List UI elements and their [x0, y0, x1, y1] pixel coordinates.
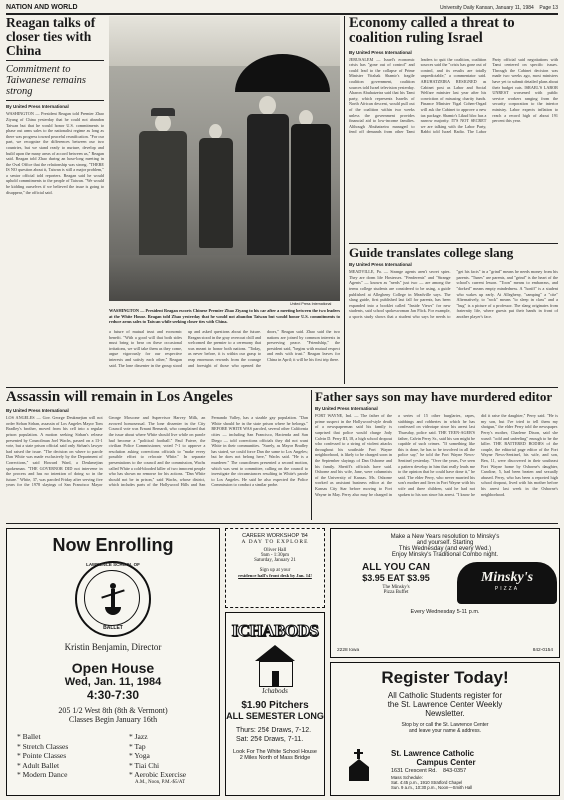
israel-byline: By United Press International	[349, 49, 412, 55]
photo-credit: United Press International	[290, 302, 332, 306]
mass-saturday: Sat. 4:45 p.m., 1910 Stratford Chapel	[391, 780, 463, 785]
ballet-director: Kristin Benjamin, Director	[64, 642, 162, 652]
minskys-logo: Minsky's PIZZA	[457, 562, 557, 604]
israel-story	[349, 16, 558, 242]
slang-byline: By United Press International	[349, 262, 412, 268]
slang-headline: Guide translates college slang	[349, 245, 514, 260]
schoolhouse-icon	[245, 645, 305, 687]
reagan-byline: By United Press International	[6, 104, 69, 110]
ichabods-script: Ichabods	[262, 687, 288, 695]
register-line1: All Catholic Students register for	[387, 691, 503, 700]
minskys-pizza-ad	[330, 528, 560, 658]
list-item: * Stretch Classes	[17, 741, 69, 751]
photo-caption: WASHINGTON — President Reagan escorts Chinese Premier Zhao Ziyang to his car after a meeting between the two leaders at the White House. Reagan told Zhao yesterday that he would not abandon Taiwan but would honor U.S. commitments to reduce arms sales to Taiwan while seeking closer ties with China.	[109, 308, 340, 325]
career-subtitle: A DAY TO EXPLORE	[241, 539, 309, 545]
list-item: * Yoga	[129, 751, 150, 760]
ballet-time: 4:30-7:30	[86, 688, 140, 702]
ballet-school-ad	[6, 528, 220, 796]
section-label: NATION AND WORLD	[6, 4, 78, 11]
father-headline: Father says son may have murdered editor	[315, 389, 553, 404]
center-name1: St. Lawrence Catholic	[391, 749, 475, 758]
ichabods-pitchers: $1.90 Pitchers	[241, 700, 309, 711]
register-title: Register Today!	[381, 668, 509, 687]
assassin-body: LOS ANGELES — Gov. George Deukmejian will not order Sirhan Sirhan, assassin of Los Angeles Mayor Tom Bradley's brother, moved from his cell into a regular prison population. A motion seeking Sirhan's release presented by Councilman Joel Wachs, passed on a 13-1 vote, but a state prison official said only Sirhan's lawyer had raised the issue. "The decision on where to parole Dan White was made exclusively by the Department of Corrections," said Howard Ward, a Deukmejian spokesman. "THE GOVERNOR DID not intervene in the process and has no intention of doing so in the future." White, 37, was paroled Friday after serving five years for the 1978 slayings of San Francisco Mayor George Moscone and Supervisor Harvey Milk, an avowed homosexual. The lone dissenter in the City Council vote was Ernani Bernardi, who complained that the issue about where White should live while on parole had become a "political football." Paul Faivre, the civilian Police Commissioner, voted 7-1 to approve a resolution asking corrections officials to "make every possible effort to relocate White." In separate presentations to the council and the commission, Wachs called White a cold-blooded killer of two innocent people who has shown no remorse for his actions. "Dan White should not be in prison," said Wachs, whose district, which includes parts of the Hollywood Hills and San Fernando Valley, has a sizable gay population. "Dan White should be in the state prison where he belongs." BEFORE WHITE WAS paroled, several other California cities — including San Francisco, Hacienda and San Diego — told corrections officials they did not want White in their communities. "Surely, as Mayor Bradley has stated, we could force Dan the same to Los Angeles; but he does not belong here," Wachs said. "He is a murderer." The councilmen presented a second motion, which was sent to committee, calling on the council to investigate the circumstances resulting in White's parole to Los Angeles. He said he also expected the Police Commission to conduct a similar probe.	[6, 415, 308, 488]
church-icon	[345, 749, 373, 781]
ichabods-semester: ALL SEMESTER LONG	[226, 711, 324, 721]
reagan-headline: Reagan talks of closer ties with China	[6, 15, 96, 58]
ballet-date: Wed, Jan. 11, 1984	[64, 676, 162, 688]
minsky-line4: Enjoy Minsky's Traditional Combo night.	[391, 552, 499, 558]
list-item: * Modern Dance	[17, 770, 68, 779]
ballet-class-list-left	[17, 732, 129, 786]
career-workshop-ad	[225, 528, 325, 608]
paper-date: University Daily Kansan, January 11, 1984	[439, 5, 534, 11]
list-item: * Aerobic Exercise	[129, 770, 187, 779]
page-dateline	[190, 5, 558, 11]
reagan-story	[6, 16, 104, 281]
minsky-every-wed: Every Wednesday 5-11 p.m.	[410, 609, 480, 615]
register-line2: the St. Lawrence Center Weekly	[387, 700, 503, 709]
list-item: * Ballet	[17, 732, 41, 741]
minsky-address: 2228 Iowa	[337, 648, 360, 653]
reagan-continuation: a future of mutual trust and economic benefit. "With a good will that both sides must bring to bear on these occasional irritations, we will take them as they come, argue vigorously for our respective interests and satisfy each other," Reagan said. The lone dissenter in the group stood up and asked questions about the future. Reagan stood in the gray overcoat chill and welcomed the premier to a ceremony that was meant to honor both nations. "Today, as never before, it is within our grasp to reap enormous rewards from the courage and foresight of those who opened the doors," Reagan said. Zhao said the two nations are joined by common interests in preserving peace. "Friendship," the president said, "begins with mutual respect and ends with trust." Reagan leaves for China in April; it will be his first trip there.	[109, 329, 340, 368]
reagan-body: WASHINGTON — President Reagan told Premier Zhao Ziyang of China yesterday that he could not abandon Taiwan but that he would honor U.S. commitments to phase out arms sales to the nationalist regime as long as there was progress toward peaceful reunification. "For our part, we recognize the differences between our two countries, but we stand ready to nurture, develop and build upon the many areas of accord between us," Reagan said. Reagan told Zhao during an hour-long meeting in the Oval Office that the relationship was strong. "THERE IS NO question about it, Taiwan is still a major problem," a senior official told reporters. Reagan said he would uphold commitments to the people of Taiwan. "We would be kidding ourselves if we believed the issue is going to disappear," the official said.	[6, 111, 104, 195]
minsky-prices: $3.95 EAT $3.95	[362, 573, 430, 583]
assassin-story	[6, 390, 308, 528]
mass-label: Mass Schedule:	[391, 775, 424, 780]
minsky-all-you-can: ALL YOU CAN	[362, 562, 430, 573]
center-contact: 1631 Crescent Rd. 843-0357	[391, 768, 467, 774]
ichabods-look-line2: 2 Miles North of Mass Bridge	[239, 755, 311, 761]
ichabods-ad	[225, 612, 325, 796]
ichabods-logo: ICHABODS	[231, 621, 319, 640]
ballet-open-house: Open House	[71, 660, 155, 676]
register-note1: Stop by or call the St. Lawrence Center	[401, 722, 489, 728]
career-day: Saturday, January 21	[254, 558, 296, 563]
list-item: * Tiai Chi	[129, 760, 160, 770]
aerobic-note: A.M., Noon, P.M.-$5/AT	[135, 779, 186, 785]
career-hours: 9am - 1:30pm	[260, 553, 290, 558]
israel-body: JERUSALEM — Israel's economic crisis has "gone out of control" and could lead to the collapse of Prime Minister Yitzhak Shamir's fragile coalition government, coalition sources told Israel television yesterday. Aharon Abuhatzeira said that his Tami party, which represents Israelis of North African descent, would pull out of the coalition within two weeks unless the government provides financial aid to low-income families. Although Abuhatzeira managed to fend off demands from other Tami leaders to quit the coalition, coalition sources said the "crisis has gone out of control, and its results are totally unpredictable," a commentator said. ABUHATZEIRA RESIGNED as Cabinet post as Labor and Social Welfare minister last year after his conviction of misusing charity funds. Finance Minister Yigal Cohen-Orgad will ask the Cabinet to approve a new tax package. Shamir's Likud bloc has a narrow majority. IT'S NOT SECRET we are talking with the Labor Party, Rabbi told Israel Radio. The Labor Party official said negotiations with Tami centered on specific issues. Through the Cabinet decision was made two weeks ago, most ministers have yet to submit detailed plans about their budget cuts. ISRAEL'S LABOR UNREST worsened with public service workers ranging from the security corporation to the interior ministry. Labor expects inflation to reach a record high of about 191 percent this year.	[349, 56, 558, 135]
register-note2: and leave your name & address.	[409, 728, 481, 734]
list-item: * Pointe Classes	[17, 751, 67, 760]
ballet-address: 205 1/2 West 8th (8th & Vermont)	[58, 706, 168, 715]
reagan-deck: Commitment to Taiwanese remains strong	[6, 64, 87, 98]
mass-sunday: Sun. 9 a.m., 10:30 p.m., Noon—Smith Hall	[391, 785, 473, 790]
minsky-sub2: Pizza Buffet	[383, 590, 409, 595]
assassin-headline: Assassin will remain in Los Angeles	[6, 389, 233, 405]
list-item: * Jazz	[129, 732, 148, 741]
father-byline: By United Press International	[315, 406, 378, 412]
minsky-line1: Make a New Years resolution to Minsky's	[390, 534, 500, 540]
minsky-line2: and yourself. Starting	[416, 540, 474, 546]
career-title: CAREER WORKSHOP '84	[242, 533, 308, 539]
israel-headline: Economy called a threat to coalition ruling Israel	[349, 15, 515, 46]
list-item: * Adult Ballet	[17, 760, 60, 770]
career-signup-line2: residence hall's front desk by Jan. 14!	[238, 573, 312, 578]
list-item: * Tap	[129, 741, 146, 751]
ballet-classes-begin: Classes Begin January 16th	[68, 715, 158, 724]
ballet-ad-title: Now Enrolling	[52, 535, 174, 555]
register-line3: Newsletter.	[425, 709, 465, 718]
career-place: Oliver Hall	[263, 548, 287, 553]
slang-body: MEADVILLE, Pa. — Strange agents aren't secret spies. They are dorm life Hostesses. "Fenderents" and "Strange Agents" — known as "nerds" just two — are among the terms college students are considered to be using, a guide published at Allegheny College in Meadville says. The slang guide, first published last fall for parents, has been expanded into a booklet called "Inside Views" for new students, said school spokeswoman Jan Flick. For example, a sports study shows that a student who says he needs to "get his facts" in a "grind" means he needs money from his parents. "Tunes" are parents, and "grind" is the heart of the school's current lesson. "Toon" means to embarrass, and "dorked" means empty mindedness. A "horiff" is a student who wakes up early. At Allegheny, "camping" a "cite" Alternatively, to "rock" means "to sleep in class" and a "bug" is a picture of a professor. The slang originates from fraternity life, where guests put their hands in front of another player's face.	[349, 269, 558, 319]
minsky-sub1: The Minsky's	[382, 585, 410, 590]
page-number: Page 13	[539, 5, 558, 11]
center-info	[391, 749, 551, 790]
career-signup-line1: Sign up at your	[259, 568, 291, 573]
ichabods-saturday: Sat: 25¢ Draws, 7-11.	[236, 736, 304, 743]
ichabods-look-line1: Look For The White School House	[233, 749, 317, 755]
reagan-zhao-photo	[109, 16, 340, 301]
ballet-class-list-right	[129, 732, 219, 786]
assassin-byline: By United Press International	[6, 408, 69, 414]
center-name2: Campus Center	[416, 758, 476, 767]
minsky-phone: 842-0154	[532, 648, 553, 653]
ballet-seal-logo: LAWRENCE SCHOOL OF BALLET	[75, 561, 151, 637]
st-lawrence-ad	[330, 662, 560, 796]
father-story	[315, 390, 558, 526]
slang-story	[349, 246, 558, 383]
father-body: FORT WAYNE, Ind. — The father of the prime suspect in the Hollywood-style death of a newspaperman said his family is surprised that police would charge Jody Calvin D. Perry III, 18, a high school dropout who confessed to a string of violent attacks throughout his southside Fort Wayne neighborhood, is likely to be charged soon in the September slayings of Dan Osborne and his family. Sheriff's officials have said. Osborne and his wife, Jane, were columnists of the University of Kansas. Ms. Osborne worked as assistant business editor at the Kansas City Star before moving to Fort Wayne in May. Perry also may be charged in a series of 15 other burglaries, rapes, stabbings and robberies in which he has confessed on videotape since his arrest last Thursday, police said. THE TEEN-AGER'S father, Calvin Perry Sr., said his son might be capable of such crimes. "If something like this is done, he has to be involved in all the police say," he told the Fort Wayne News-Sentinel yesterday. "Over the years, I've seen a pattern develop in him that really leads me to the opinion that he could have done it," he said. The elder Perry, who never married his son's mother and lives in Fort Wayne with his wife and three children, said he had not spoken to his son since his arrest. "I know he did it raise the daughter," Perry said. "He is my son, but I've tried to tell them my shotgun," the elder Perry told the newspaper. Perry's mother, Charlene Dixon, said she wasn't "cold and unfeeling" enough to be the killer. THE BATTERED BODIES of the couple, the editorial page editor of the Fort Wayne News-Sentinel, his wife, and son, Ben, 11, were discovered in their southeast Fort Wayne home by Osborne's daughter, Caroline, 5, had been beaten and sexually abused. Perry, who has been a reported high school dropout, lived with his mother before his arrest last week in the Osborne's neighborhood.	[315, 413, 558, 497]
ichabods-thursday: Thurs: 25¢ Draws, 7-12.	[236, 727, 312, 734]
minsky-line3: This Wednesday (and every Wed.)	[398, 546, 492, 552]
